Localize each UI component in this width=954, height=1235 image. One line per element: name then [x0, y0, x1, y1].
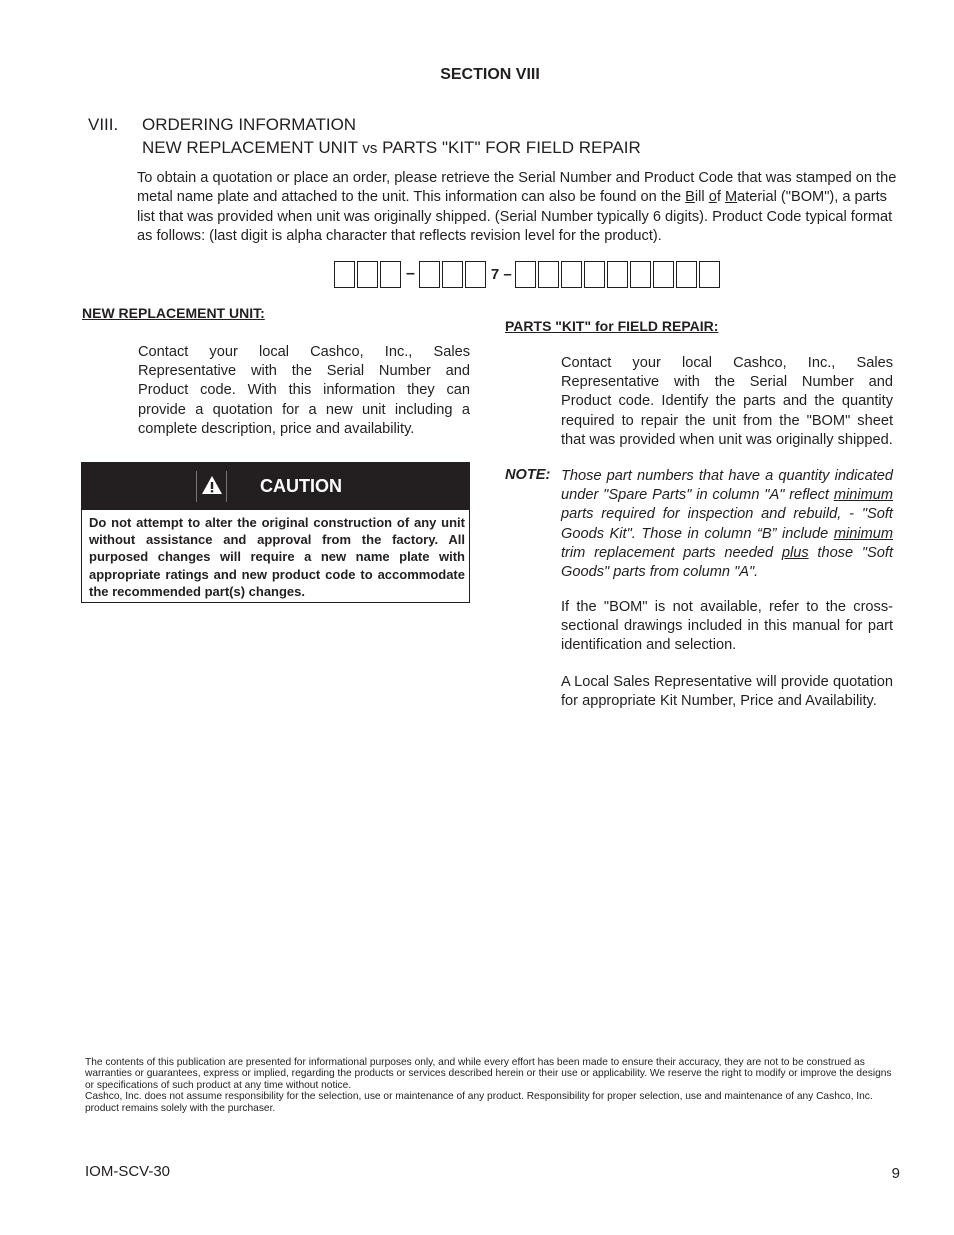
heading-number: VIII.: [88, 115, 119, 134]
warning-triangle-icon: [201, 474, 223, 496]
code-digit-box: [699, 261, 720, 288]
caution-box: [81, 462, 470, 603]
disclaimer-line-2: Cashco, Inc. does not assume responsibility for the selection, use or maintenance of any product. Responsibility for proper selection, use and maintenance of any Cashco, Inc. product remains solely with the purchaser.: [85, 1091, 873, 1114]
new-replacement-heading: NEW REPLACEMENT UNIT:: [82, 305, 265, 321]
code-digit-box: [465, 261, 486, 288]
code-digit-box: [676, 261, 697, 288]
parts-kit-text: Contact your local Cashco, Inc., Sales Representative with the Serial Number and Product code. Identify the parts and the quantity required to repair the unit from the "BOM" sheet that was provided when unit was originally shipped.: [561, 355, 893, 448]
page-number: 9: [891, 1165, 900, 1182]
caution-header: [82, 463, 469, 510]
disclaimer-line-1: The contents of this publication are presented for informational purposes only, and while every effort has been made to ensure their accuracy, they are not to be construed as warranties or guarantees, express or implied, regarding the products or services described herein or their use or applicability. We reserve the right to modify or improve the designs or specifications of such product at any time without notice.: [85, 1057, 892, 1091]
heading-title: ORDERING INFORMATION: [142, 115, 357, 134]
note-text: Those part numbers that have a quantity indicated under "Spare Parts" in column "A" reflect minimum parts required for inspection and rebuild, - "Soft Goods Kit". Those in column “B” include minimum trim replacement parts needed plus those "Soft Goods" parts from column "A".: [561, 468, 894, 581]
new-replacement-text: Contact your local Cashco, Inc., Sales Representative with the Serial Number and Product code. With this information they can provide a quotation for a new unit including a complete description, price and availability.: [138, 344, 470, 437]
caution-text: Do not attempt to alter the original construction of any unit without assistance and approval from the factory. All purposed changes will require a new name plate with appropriate ratings and new product code to accommodate the recommended part(s) changes.: [89, 515, 465, 599]
code-digit-box: [561, 261, 582, 288]
code-separator: –: [406, 265, 415, 282]
parts-kit-heading: PARTS "KIT" for FIELD REPAIR:: [505, 318, 719, 334]
product-code-format: [334, 259, 722, 289]
sales-rep-text: A Local Sales Representative will provide quotation for appropriate Kit Number, Price and Availability.: [561, 674, 893, 710]
code-digit-box: [515, 261, 536, 288]
code-digit-box: [538, 261, 559, 288]
heading-subtitle: NEW REPLACEMENT UNIT vs PARTS "KIT" FOR FIELD REPAIR: [142, 138, 641, 157]
note-label: NOTE:: [505, 467, 551, 483]
bom-unavailable-text: If the "BOM" is not available, refer to the cross-sectional drawings included in this manual for part identification and selection.: [561, 599, 893, 654]
code-digit-box: [419, 261, 440, 288]
code-digit-box: [607, 261, 628, 288]
code-digit-box: [653, 261, 674, 288]
intro-paragraph: To obtain a quotation or place an order, please retrieve the Serial Number and Product Code that was stamped on the metal name plate and attached to the unit. This information can also be found on the Bill of Material ("BOM"), a parts list that was provided when unit was originally shipped. (Serial Number typically 6 digits). Product Code typical format as follows: (last digit is alpha character that reflects revision level for the product).: [137, 170, 897, 245]
document-id: IOM-SCV-30: [85, 1163, 171, 1180]
code-separator-seven: 7 –: [490, 265, 512, 283]
code-digit-box: [334, 261, 355, 288]
code-digit-box: [630, 261, 651, 288]
code-digit-box: [380, 261, 401, 288]
disclaimer: [85, 1057, 893, 1114]
code-digit-box: [357, 261, 378, 288]
caution-icon-frame: [196, 471, 227, 502]
code-digit-box: [442, 261, 463, 288]
section-title: SECTION VIII: [440, 66, 540, 83]
caution-title: CAUTION: [260, 476, 342, 496]
code-digit-box: [584, 261, 605, 288]
